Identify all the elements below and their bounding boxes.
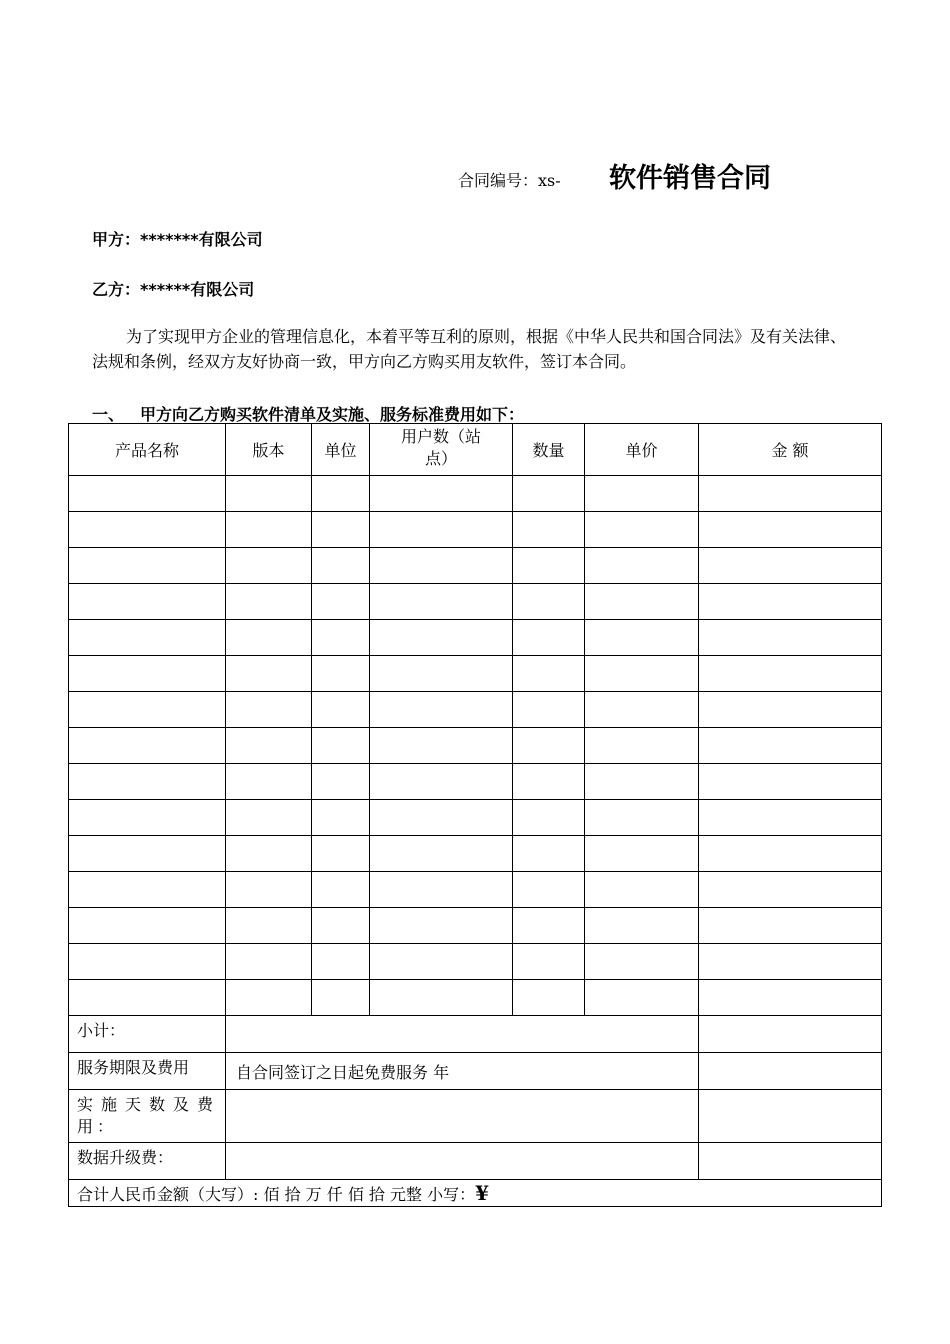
party-a: 甲方：*******有限公司 bbox=[92, 230, 263, 249]
table-row bbox=[69, 836, 882, 872]
table-cell[interactable] bbox=[370, 620, 513, 656]
table-cell[interactable] bbox=[699, 872, 882, 908]
table-header-row bbox=[69, 424, 882, 476]
table-cell[interactable] bbox=[699, 512, 882, 548]
table-cell[interactable] bbox=[226, 764, 312, 800]
table-cell[interactable] bbox=[585, 800, 699, 836]
table-cell[interactable] bbox=[699, 728, 882, 764]
table-row bbox=[69, 728, 882, 764]
table-cell[interactable] bbox=[370, 692, 513, 728]
table-cell[interactable] bbox=[226, 800, 312, 836]
table-cell[interactable] bbox=[226, 872, 312, 908]
subtotal-label: 小计： bbox=[69, 1016, 226, 1053]
table-cell[interactable] bbox=[312, 908, 370, 944]
table-cell[interactable] bbox=[585, 908, 699, 944]
upgrade-value[interactable] bbox=[226, 1143, 699, 1180]
contract-number: 合同编号：xs- bbox=[458, 171, 561, 190]
upgrade-label: 数据升级费： bbox=[69, 1143, 226, 1180]
table-cell[interactable] bbox=[513, 584, 585, 620]
table-row bbox=[69, 476, 882, 512]
service-value[interactable]: 自合同签订之日起免费服务 年 bbox=[226, 1053, 699, 1090]
header-amount: 金 额 bbox=[699, 424, 882, 476]
total-cell[interactable] bbox=[69, 1180, 882, 1207]
subtotal-row bbox=[69, 1016, 882, 1053]
table-cell[interactable] bbox=[226, 548, 312, 584]
table-cell[interactable] bbox=[226, 692, 312, 728]
table-row bbox=[69, 656, 882, 692]
table-cell[interactable] bbox=[312, 800, 370, 836]
table-row bbox=[69, 584, 882, 620]
table-cell[interactable] bbox=[69, 476, 226, 512]
table-row bbox=[69, 800, 882, 836]
table-cell[interactable] bbox=[312, 656, 370, 692]
table-cell[interactable] bbox=[312, 728, 370, 764]
table-cell[interactable] bbox=[585, 512, 699, 548]
table-cell[interactable] bbox=[226, 728, 312, 764]
table-cell[interactable] bbox=[69, 944, 226, 980]
table-cell[interactable] bbox=[69, 692, 226, 728]
header-unit-price: 单价 bbox=[585, 424, 699, 476]
table-cell[interactable] bbox=[226, 656, 312, 692]
table-cell[interactable] bbox=[585, 548, 699, 584]
table-cell[interactable] bbox=[69, 764, 226, 800]
table-cell[interactable] bbox=[513, 908, 585, 944]
table-cell[interactable] bbox=[513, 548, 585, 584]
table-cell[interactable] bbox=[585, 980, 699, 1016]
table-cell[interactable] bbox=[312, 944, 370, 980]
table-cell[interactable] bbox=[585, 476, 699, 512]
total-text: 合计人民币金额（大写）: 佰 拾 万 仟 佰 拾 元整 小写： bbox=[77, 1185, 476, 1204]
table-cell[interactable] bbox=[699, 980, 882, 1016]
table-row bbox=[69, 548, 882, 584]
table-cell[interactable] bbox=[699, 584, 882, 620]
table-cell[interactable] bbox=[69, 548, 226, 584]
table-cell[interactable] bbox=[699, 692, 882, 728]
implementation-label: 实施天数及费用： bbox=[69, 1090, 226, 1143]
table-row bbox=[69, 764, 882, 800]
table-cell[interactable] bbox=[69, 584, 226, 620]
table-row bbox=[69, 944, 882, 980]
table-cell[interactable] bbox=[513, 476, 585, 512]
implementation-amount[interactable] bbox=[699, 1090, 882, 1143]
table-cell[interactable] bbox=[226, 908, 312, 944]
table-cell[interactable] bbox=[69, 872, 226, 908]
table-cell[interactable] bbox=[69, 620, 226, 656]
upgrade-row bbox=[69, 1143, 882, 1180]
table-cell[interactable] bbox=[699, 944, 882, 980]
service-row bbox=[69, 1053, 882, 1090]
table-cell[interactable] bbox=[226, 980, 312, 1016]
table-cell[interactable] bbox=[312, 872, 370, 908]
table-cell[interactable] bbox=[585, 944, 699, 980]
table-cell[interactable] bbox=[69, 512, 226, 548]
table-row bbox=[69, 692, 882, 728]
table-row bbox=[69, 620, 882, 656]
table-cell[interactable] bbox=[69, 656, 226, 692]
intro-paragraph: 为了实现甲方企业的管理信息化，本着平等互利的原则，根据《中华人民共和国合同法》及有关法律、法规和条例，经双方友好协商一致，甲方向乙方购买用友软件，签订本合同。 bbox=[92, 327, 847, 371]
table-cell[interactable] bbox=[585, 872, 699, 908]
table-cell[interactable] bbox=[585, 656, 699, 692]
table-cell[interactable] bbox=[513, 692, 585, 728]
table-cell[interactable] bbox=[699, 620, 882, 656]
table-row bbox=[69, 980, 882, 1016]
service-label: 服务期限及费用 bbox=[69, 1053, 226, 1090]
table-cell[interactable] bbox=[585, 836, 699, 872]
table-cell[interactable] bbox=[312, 980, 370, 1016]
table-cell[interactable] bbox=[226, 620, 312, 656]
table-cell[interactable] bbox=[513, 980, 585, 1016]
table-cell[interactable] bbox=[69, 980, 226, 1016]
table-cell[interactable] bbox=[312, 512, 370, 548]
table-cell[interactable] bbox=[370, 908, 513, 944]
implementation-row bbox=[69, 1090, 882, 1143]
table-cell[interactable] bbox=[69, 728, 226, 764]
table-cell[interactable] bbox=[513, 512, 585, 548]
table-cell[interactable] bbox=[513, 800, 585, 836]
table-cell[interactable] bbox=[312, 476, 370, 512]
table-cell[interactable] bbox=[226, 512, 312, 548]
table-cell[interactable] bbox=[226, 584, 312, 620]
table-cell[interactable] bbox=[585, 692, 699, 728]
header-users: 用户数（站点） bbox=[370, 424, 513, 476]
table-cell[interactable] bbox=[699, 548, 882, 584]
table-cell[interactable] bbox=[312, 692, 370, 728]
subtotal-amount[interactable] bbox=[699, 1016, 882, 1053]
section-number: 一、 bbox=[92, 405, 125, 424]
purchase-table bbox=[68, 423, 882, 1207]
table-cell[interactable] bbox=[226, 836, 312, 872]
table-cell[interactable] bbox=[370, 944, 513, 980]
table-cell[interactable] bbox=[312, 584, 370, 620]
table-cell[interactable] bbox=[312, 548, 370, 584]
table-cell[interactable] bbox=[226, 476, 312, 512]
table-row bbox=[69, 512, 882, 548]
party-b: 乙方：******有限公司 bbox=[92, 280, 255, 299]
subtotal-value[interactable] bbox=[226, 1016, 699, 1053]
table-cell[interactable] bbox=[312, 764, 370, 800]
table-cell[interactable] bbox=[699, 764, 882, 800]
table-cell[interactable] bbox=[699, 908, 882, 944]
table-cell[interactable] bbox=[699, 656, 882, 692]
table-cell[interactable] bbox=[370, 980, 513, 1016]
table-cell[interactable] bbox=[69, 800, 226, 836]
table-cell[interactable] bbox=[312, 836, 370, 872]
section-1-heading bbox=[92, 402, 524, 425]
table-cell[interactable] bbox=[585, 728, 699, 764]
table-cell[interactable] bbox=[513, 836, 585, 872]
table-cell[interactable] bbox=[370, 584, 513, 620]
table-cell[interactable] bbox=[513, 944, 585, 980]
table-cell[interactable] bbox=[513, 620, 585, 656]
table-cell[interactable] bbox=[585, 584, 699, 620]
upgrade-amount[interactable] bbox=[699, 1143, 882, 1180]
table-cell[interactable] bbox=[585, 620, 699, 656]
header-product-name: 产品名称 bbox=[69, 424, 226, 476]
table-cell[interactable] bbox=[370, 728, 513, 764]
table-cell[interactable] bbox=[370, 836, 513, 872]
table-cell[interactable] bbox=[370, 512, 513, 548]
table-cell[interactable] bbox=[513, 764, 585, 800]
yen-symbol: ¥ bbox=[475, 1181, 490, 1205]
table-cell[interactable] bbox=[699, 476, 882, 512]
table-cell[interactable] bbox=[370, 476, 513, 512]
table-row bbox=[69, 908, 882, 944]
table-cell[interactable] bbox=[226, 944, 312, 980]
table-cell[interactable] bbox=[370, 656, 513, 692]
header-version: 版本 bbox=[226, 424, 312, 476]
header-quantity: 数量 bbox=[513, 424, 585, 476]
table-cell[interactable] bbox=[513, 656, 585, 692]
table-cell[interactable] bbox=[370, 872, 513, 908]
table-cell[interactable] bbox=[370, 548, 513, 584]
table-cell[interactable] bbox=[513, 728, 585, 764]
section-title: 甲方向乙方购买软件清单及实施、服务标准费用如下： bbox=[140, 405, 525, 424]
table-row bbox=[69, 872, 882, 908]
table-cell[interactable] bbox=[513, 872, 585, 908]
document-title: 软件销售合同 bbox=[609, 163, 771, 194]
table-cell[interactable] bbox=[699, 800, 882, 836]
table-cell[interactable] bbox=[370, 764, 513, 800]
table-cell[interactable] bbox=[699, 836, 882, 872]
total-row bbox=[69, 1180, 882, 1207]
table-cell[interactable] bbox=[69, 908, 226, 944]
service-amount[interactable] bbox=[699, 1053, 882, 1090]
table-cell[interactable] bbox=[585, 764, 699, 800]
header-unit: 单位 bbox=[312, 424, 370, 476]
table-cell[interactable] bbox=[312, 620, 370, 656]
implementation-value[interactable] bbox=[226, 1090, 699, 1143]
table-cell[interactable] bbox=[69, 836, 226, 872]
table-cell[interactable] bbox=[370, 800, 513, 836]
